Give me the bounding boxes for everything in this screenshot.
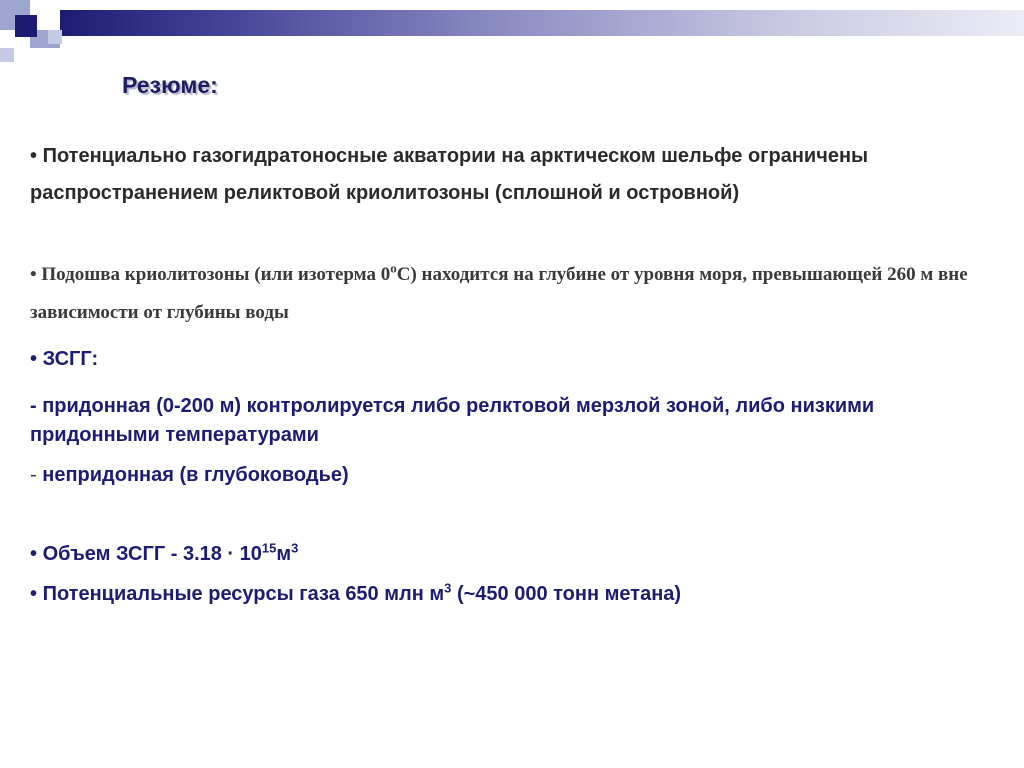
bullet-text-part: Подошва криолитозоны (или изотерма 0 (41, 264, 391, 285)
bullet-text-part: Объем ЗСГГ - 3.18 · 10 (42, 543, 262, 565)
item-bottom-zone: - придонная (0-200 м) контролируется либо релктовой мерзлой зоной, либо низкими придонными температурами (30, 395, 875, 446)
bullet-cryolithozone-base (30, 256, 990, 332)
bullet-text-part: (~450 000 тонн метана) (451, 583, 682, 605)
header-gradient-bar (60, 10, 1024, 36)
bullet-icon: • (30, 145, 38, 167)
bullet-text-part: Потенциальные ресурсы газа 650 млн м (42, 583, 445, 605)
bullet-text-part: м (276, 543, 292, 565)
bullet-zsgg-volume (30, 540, 990, 569)
bullet-icon: • (30, 348, 38, 370)
item-text: непридонная (в глубоководье) (42, 464, 349, 486)
bullet-icon: • (30, 543, 38, 565)
unit-superscript: 3 (444, 580, 452, 596)
bullet-zsgg-heading (30, 346, 990, 372)
bullet-text-part: С) находится на глубине от уровня моря, превышающей 260 м вне зависимости от глубины воды (30, 264, 968, 323)
bullet-text: Потенциально газогидратоносные акватории на арктическом шельфе ограничены распространением реликтовой криолитозоны (сплошной и островной) (30, 145, 869, 204)
dash-marker: - (30, 464, 37, 486)
slide-title: Резюме: (122, 72, 218, 98)
bullet-gas-resources (30, 580, 990, 609)
exponent-superscript: 15 (261, 540, 277, 556)
bullet-icon: • (30, 583, 38, 605)
degree-superscript: o (390, 260, 397, 276)
bullet-arctic-shelf (30, 138, 990, 212)
bullet-icon: • (30, 264, 37, 285)
bullet-text: ЗСГГ: (42, 348, 99, 370)
unit-superscript: 3 (291, 540, 299, 556)
item-non-bottom-zone (30, 461, 990, 490)
